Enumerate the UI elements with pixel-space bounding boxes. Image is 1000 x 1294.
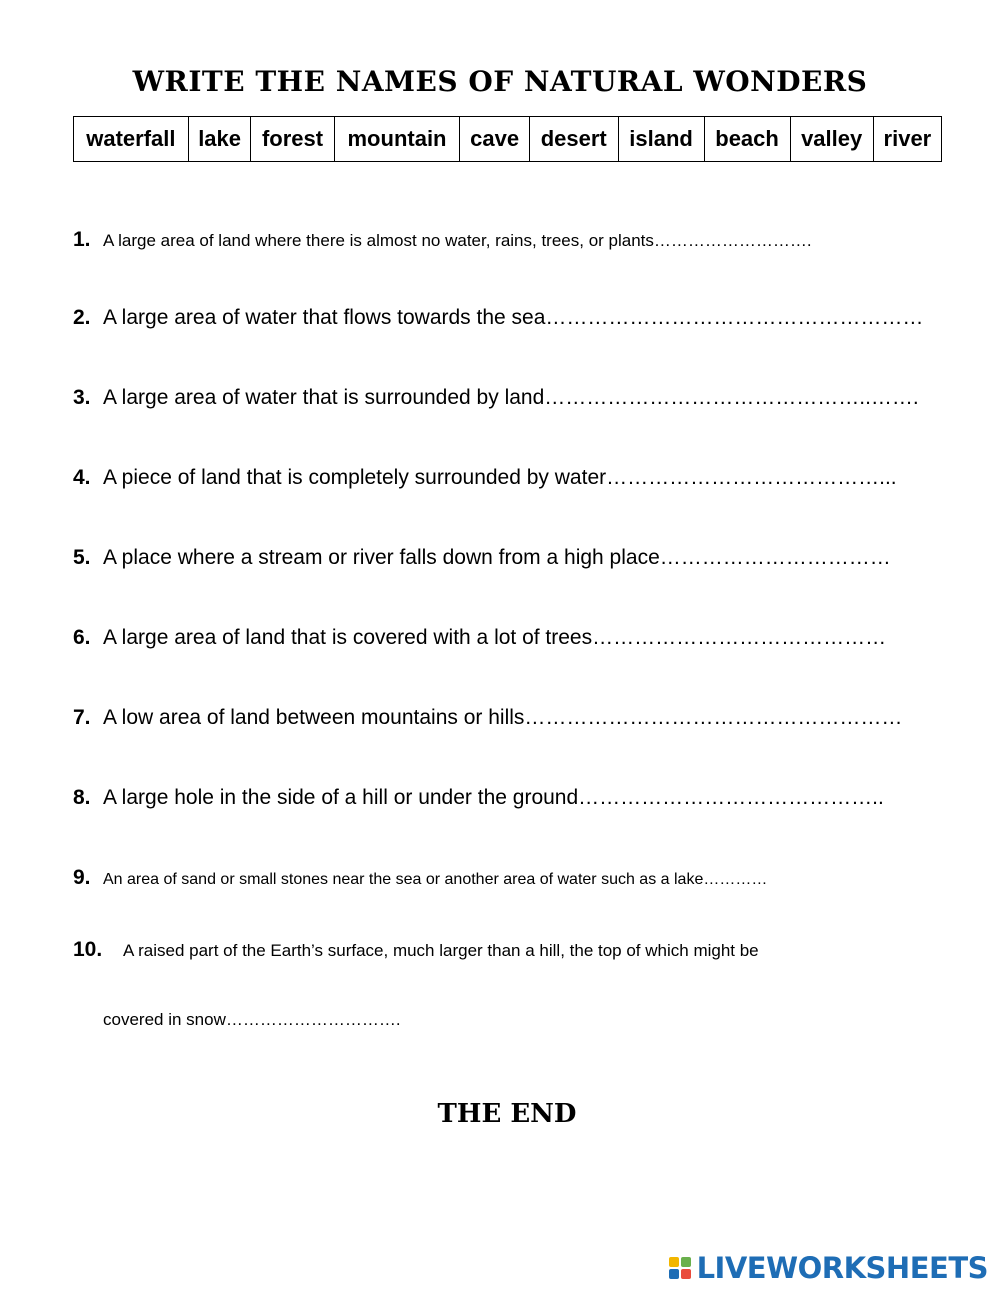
word-bank-cell: lake	[188, 117, 251, 162]
logo-square	[681, 1257, 691, 1267]
question-text: A large area of water that is surrounded by land………………………………………..…….	[103, 386, 919, 409]
word-bank-cell: river	[873, 117, 941, 162]
question-text: A large area of water that flows towards the sea………………………………………………	[103, 306, 924, 329]
word-bank-cell: valley	[790, 117, 873, 162]
logo-square	[681, 1269, 691, 1279]
worksheet-title: WRITE THE NAMES OF NATURAL WONDERS	[132, 65, 868, 98]
question-9	[73, 866, 943, 890]
question-number: 2.	[73, 306, 91, 329]
question-text: A large area of land that is covered with a lot of trees……………………………………	[103, 626, 887, 649]
the-end-heading: THE END	[437, 1099, 577, 1129]
question-number: 9.	[73, 866, 91, 889]
question-text: A piece of land that is completely surrounded by water…………………………………...	[103, 466, 897, 489]
question-number: 8.	[73, 786, 91, 809]
question-8	[73, 786, 943, 810]
logo-square	[669, 1257, 679, 1267]
question-1	[73, 228, 943, 252]
word-bank-cell: island	[618, 117, 704, 162]
question-number: 7.	[73, 706, 91, 729]
question-5	[73, 546, 943, 570]
question-text: A large area of land where there is almost no water, rains, trees, or plants……………………….	[103, 231, 812, 250]
question-number: 5.	[73, 546, 91, 569]
question-text: A low area of land between mountains or hills………………………………………………	[103, 706, 903, 729]
word-bank-row	[74, 117, 942, 162]
question-number: 3.	[73, 386, 91, 409]
word-bank-cell: mountain	[334, 117, 460, 162]
logo-square	[669, 1269, 679, 1279]
word-bank-cell: forest	[251, 117, 334, 162]
question-number: 4.	[73, 466, 91, 489]
question-number: 10.	[73, 938, 103, 961]
word-bank-table	[73, 116, 942, 162]
question-2	[73, 306, 943, 330]
brand-name: LIVEWORKSHEETS	[696, 1251, 988, 1285]
liveworksheets-brand	[669, 1252, 988, 1284]
question-text: A large hole in the side of a hill or under the ground……………………………………..	[103, 786, 884, 809]
question-number: 1.	[73, 228, 91, 251]
word-bank-cell: waterfall	[74, 117, 189, 162]
question-10-continuation: covered in snow………………………….	[103, 1010, 401, 1029]
word-bank-cell: cave	[460, 117, 530, 162]
question-text: An area of sand or small stones near the sea or another area of water such as a lake…………	[103, 871, 768, 888]
question-7	[73, 706, 943, 730]
question-10	[73, 938, 943, 962]
word-bank-cell: desert	[529, 117, 618, 162]
word-bank-cell: beach	[704, 117, 790, 162]
question-3	[73, 386, 943, 410]
question-4	[73, 466, 943, 490]
liveworksheets-logo-icon	[669, 1257, 691, 1279]
question-number: 6.	[73, 626, 91, 649]
question-6	[73, 626, 943, 650]
question-text: A raised part of the Earth’s surface, much larger than a hill, the top of which might be	[123, 941, 759, 960]
question-text: A place where a stream or river falls down from a high place……………………………	[103, 546, 891, 569]
